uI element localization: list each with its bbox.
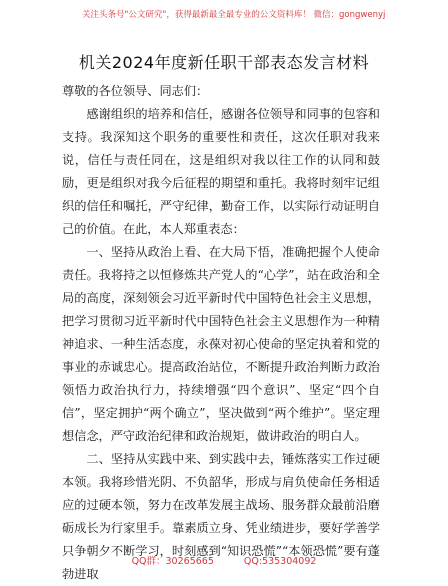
footer-qq-group: QQ群：30265665 xyxy=(131,556,214,567)
paragraph-1: 感谢组织的培养和信任，感谢各位领导和同事的包容和支持。我深知这个职务的重要性和责任，这次任职对我来说，信任与责任同在，这是组织对我以往工作的认同和鼓励，更是组织对我今后征程的期望和重托。我将时刻牢记组织的信任和嘱托，严守纪律，勤奋工作，以实际行动证明自己的价值。在此，本人郑重表态： xyxy=(62,107,380,236)
document-title: 机关2024年度新任职干部表态发言材料 xyxy=(78,53,370,72)
paragraph-2: 一、坚持从政治上看、在大局下悟，准确把握个人使命责任。我将持之以恒修炼共产党人的“心学”，站在政治和全局的高度，深刻领会习近平新时代中国特色社会主义思想，把学习贯彻习近平新时代中国特色社会主义思想作为一种精神追求、一种生活态度，永葆对初心使命的坚定执着和党的事业的赤诚忠心。提高政治站位，不断提升政治判断力政治领悟力政治执行力，持续增强“四个意识”、坚定“四个自信”，坚定拥护“两个确立”，坚决做到“两个维护”。坚定理想信念，严守政治纪律和政治规矩，做讲政治的明白人。 xyxy=(62,245,380,443)
paragraph-3: 二、坚持从实践中来、到实践中去，锤炼落实工作过硬本领。我将珍惜光阴、不负韶华，形成与肩负使命任务相适应的过硬本领，努力在改革发展主战场、服务群众最前沿磨砺成长为行家里手。靠素质立身、凭业绩进步，要好学善学只争朝夕不断学习，时刻感到“知识恐慌”“本领恐慌”要有蓬勃进取 xyxy=(62,452,380,581)
footer-contact xyxy=(0,553,448,567)
header-banner: 关注头条号"公文研究"，获得最新最全最专业的公文资料库！ 微信：gongwenyj xyxy=(82,10,386,20)
document-body xyxy=(62,80,380,586)
footer-qq: QQ:535304092 xyxy=(243,556,317,567)
salutation: 尊敬的各位领导、同志们： xyxy=(62,84,209,98)
